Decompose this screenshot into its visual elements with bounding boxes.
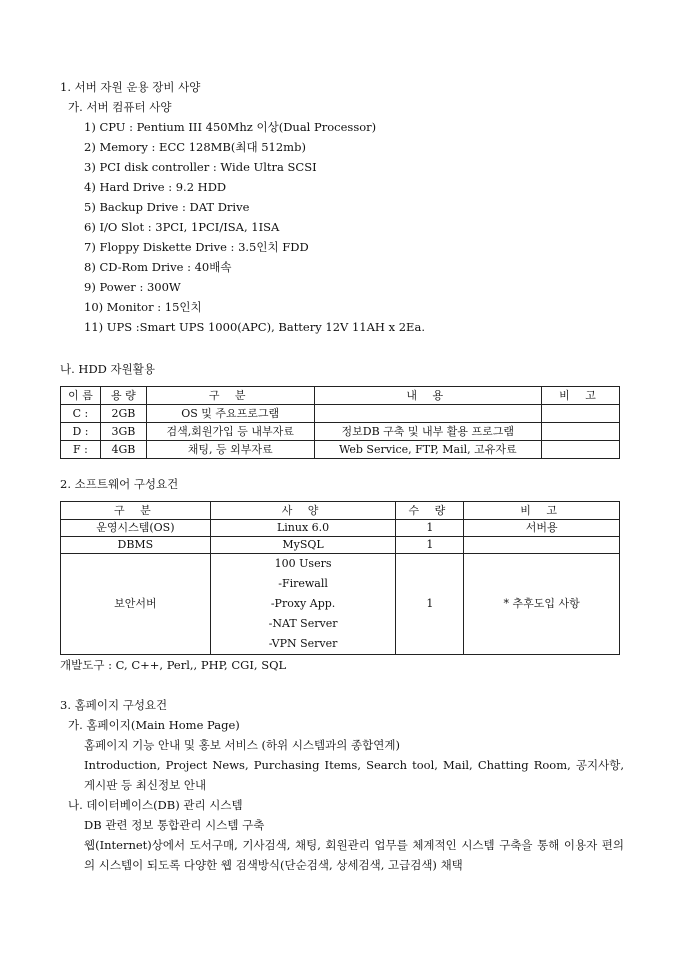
table-cell: 운영시스템(OS) — [61, 520, 211, 537]
spec-line: 10) Monitor : 15인치 — [84, 300, 202, 314]
spec-item: -Firewall — [278, 577, 328, 590]
table-cell: * 추후도입 사항 — [464, 554, 620, 655]
software-table — [60, 501, 620, 655]
table-cell: MySQL — [210, 537, 396, 554]
table-cell — [464, 537, 620, 554]
table-header-cell: 구 분 — [146, 387, 314, 405]
spec-line: 5) Backup Drive : DAT Drive — [84, 200, 250, 214]
table-row — [61, 441, 620, 459]
table-cell: DBMS — [61, 537, 211, 554]
table-cell: Web Service, FTP, Mail, 고유자료 — [314, 441, 542, 459]
table-cell: 1 — [396, 537, 464, 554]
spec-item: -VPN Server — [268, 637, 338, 650]
paragraph-line: 홈페이지 기능 안내 및 홍보 서비스 (하위 시스템과의 종합연계) — [84, 738, 400, 752]
spec-line: 9) Power : 300W — [84, 280, 181, 294]
table-cell: 1 — [396, 520, 464, 537]
spec-item: 100 Users — [274, 557, 332, 570]
table-cell: 1 — [396, 554, 464, 655]
table-row — [61, 554, 620, 655]
table-cell: 2GB — [100, 405, 146, 423]
table-header-cell: 이 름 — [61, 387, 101, 405]
spec-line: 2) Memory : ECC 128MB(최대 512mb) — [84, 140, 306, 154]
table-cell: 4GB — [100, 441, 146, 459]
table-cell: 서버용 — [464, 520, 620, 537]
spec-line: 3) PCI disk controller : Wide Ultra SCSI — [84, 160, 317, 174]
table-header-cell: 비 고 — [542, 387, 620, 405]
table-header-cell: 용 량 — [100, 387, 146, 405]
spec-line: 1) CPU : Pentium III 450Mhz 이상(Dual Processor) — [84, 120, 377, 134]
paragraph: Introduction, Project News, Purchasing Items, Search tool, Mail, Chatting Room, 공지사항, 게시판 등 최신정보 안내 — [84, 758, 624, 792]
table-header-cell: 수 량 — [396, 502, 464, 520]
table-cell — [314, 405, 542, 423]
section-3-sub-a: 가. 홈페이지(Main Home Page) — [68, 718, 240, 732]
table-cell — [542, 423, 620, 441]
spec-line: 6) I/O Slot : 3PCI, 1PCI/ISA, 1ISA — [84, 220, 280, 234]
spec-line: 11) UPS :Smart UPS 1000(APC), Battery 12V 11AH x 2Ea. — [84, 320, 425, 334]
section-1-sub-a: 가. 서버 컴퓨터 사양 — [68, 100, 172, 114]
table-cell: D : — [61, 423, 101, 441]
table-cell — [542, 441, 620, 459]
spec-line: 7) Floppy Diskette Drive : 3.5인치 FDD — [84, 240, 309, 254]
table-cell: 3GB — [100, 423, 146, 441]
dev-tools-line: 개발도구 : C, C++, Perl,, PHP, CGI, SQL — [60, 658, 287, 672]
section-1-sub-b: 나. HDD 자원활용 — [60, 362, 155, 376]
table-cell: 정보DB 구축 및 내부 활용 프로그램 — [314, 423, 542, 441]
table-row — [61, 405, 620, 423]
table-header-row — [61, 502, 620, 520]
table-row — [61, 423, 620, 441]
section-3-title: 3. 홈페이지 구성요건 — [60, 698, 168, 712]
paragraph-line: DB 관련 정보 통합관리 시스템 구축 — [84, 818, 265, 832]
section-1-title: 1. 서버 자원 운용 장비 사양 — [60, 80, 201, 94]
table-header-cell: 구 분 — [61, 502, 211, 520]
section-3-sub-b: 나. 데이터베이스(DB) 관리 시스템 — [68, 798, 243, 812]
table-row — [61, 537, 620, 554]
table-cell — [542, 405, 620, 423]
paragraph: 웹(Internet)상에서 도서구매, 기사검색, 채팅, 회원관리 업무를 체계적인 시스템 구축을 통해 이용자 편의의 시스템이 되도록 다양한 웹 검색방식(단순검색, 상세검색, 고급검색) 채택 — [84, 838, 624, 872]
spec-line: 4) Hard Drive : 9.2 HDD — [84, 180, 227, 194]
hdd-table — [60, 386, 620, 459]
table-cell: 채팅, 등 외부자료 — [146, 441, 314, 459]
table-header-cell: 비 고 — [464, 502, 620, 520]
spec-item: -Proxy App. — [270, 597, 336, 610]
section-2-title: 2. 소프트웨어 구성요건 — [60, 477, 179, 491]
table-cell: C : — [61, 405, 101, 423]
table-cell-multiline — [210, 554, 396, 655]
table-cell: F : — [61, 441, 101, 459]
table-header-row — [61, 387, 620, 405]
spec-line: 8) CD-Rom Drive : 40배속 — [84, 260, 232, 274]
spec-item: -NAT Server — [268, 617, 338, 630]
table-cell: OS 및 주요프로그램 — [146, 405, 314, 423]
table-cell: Linux 6.0 — [210, 520, 396, 537]
table-row — [61, 520, 620, 537]
table-header-cell: 사 양 — [210, 502, 396, 520]
table-cell: 보안서버 — [61, 554, 211, 655]
table-cell: 검색,회원가입 등 내부자료 — [146, 423, 314, 441]
table-header-cell: 내 용 — [314, 387, 542, 405]
